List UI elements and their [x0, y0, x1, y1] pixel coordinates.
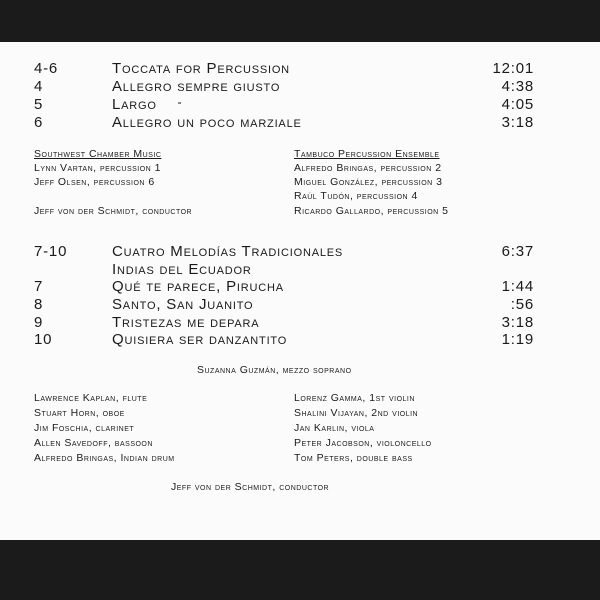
track-time: 4:05: [501, 96, 534, 113]
performer-credit: Alfredo Bringas, Indian drum: [34, 452, 175, 464]
print-speck: [178, 102, 181, 104]
track-number: 4: [34, 78, 44, 95]
performer-credit: Lawrence Kaplan, flute: [34, 392, 148, 404]
performer-credit: Peter Jacobson, violoncello: [294, 437, 432, 449]
performer-credit: Ricardo Gallardo, percussion 5: [294, 205, 449, 217]
performer-credit: Raúl Tudón, percussion 4: [294, 190, 418, 202]
track-time: 3:18: [501, 314, 534, 331]
liner-notes-page: [0, 42, 600, 540]
track-number: 9: [34, 314, 44, 331]
performer-credit: Lynn Vartan, percussion 1: [34, 162, 161, 174]
conductor-credit: Jeff von der Schmidt, conductor: [34, 205, 193, 217]
track-time: 1:19: [501, 331, 534, 348]
performer-credit: Allen Savedoff, bassoon: [34, 437, 153, 449]
track-title: Toccata for Percussion: [112, 60, 290, 77]
track-title: Largo: [112, 96, 157, 113]
performer-credit: Stuart Horn, oboe: [34, 407, 125, 419]
track-subtitle: Indias del Ecuador: [112, 261, 252, 278]
track-number: 8: [34, 296, 44, 313]
track-number: 4-6: [34, 60, 59, 77]
track-number: 7: [34, 278, 44, 295]
performer-credit: Jim Foschia, clarinet: [34, 422, 135, 434]
ensemble-heading-left: Southwest Chamber Music: [34, 148, 162, 160]
track-title: Quisiera ser danzantito: [112, 331, 288, 348]
track-title: Cuatro Melodías Tradicionales: [112, 243, 344, 260]
track-time: 3:18: [501, 114, 534, 131]
track-time: :56: [510, 296, 534, 313]
performer-credit: Lorenz Gamma, 1st violin: [294, 392, 415, 404]
performer-credit: Alfredo Bringas, percussion 2: [294, 162, 442, 174]
track-time: 1:44: [501, 278, 534, 295]
conductor-credit: Jeff von der Schmidt, conductor: [171, 481, 330, 493]
performer-credit: Jan Karlin, viola: [294, 422, 375, 434]
track-title: Allegro un poco marziale: [112, 114, 302, 131]
track-title: Allegro sempre giusto: [112, 78, 281, 95]
track-time: 4:38: [501, 78, 534, 95]
track-time: 12:01: [492, 60, 534, 77]
track-title: Tristezas me depara: [112, 314, 260, 331]
performer-credit: Miguel González, percussion 3: [294, 176, 443, 188]
track-title: Santo, San Juanito: [112, 296, 254, 313]
track-number: 6: [34, 114, 44, 131]
soloist-credit: Suzanna Guzmán, mezzo soprano: [197, 364, 352, 376]
track-time: 6:37: [501, 243, 534, 260]
track-number: 10: [34, 331, 53, 348]
performer-credit: Tom Peters, double bass: [294, 452, 413, 464]
track-number: 5: [34, 96, 44, 113]
performer-credit: Jeff Olsen, percussion 6: [34, 176, 155, 188]
track-number: 7-10: [34, 243, 68, 260]
track-title: Qué te parece, Pirucha: [112, 278, 284, 295]
ensemble-heading-right: Tambuco Percussion Ensemble: [294, 148, 440, 160]
performer-credit: Shalini Vijayan, 2nd violin: [294, 407, 419, 419]
